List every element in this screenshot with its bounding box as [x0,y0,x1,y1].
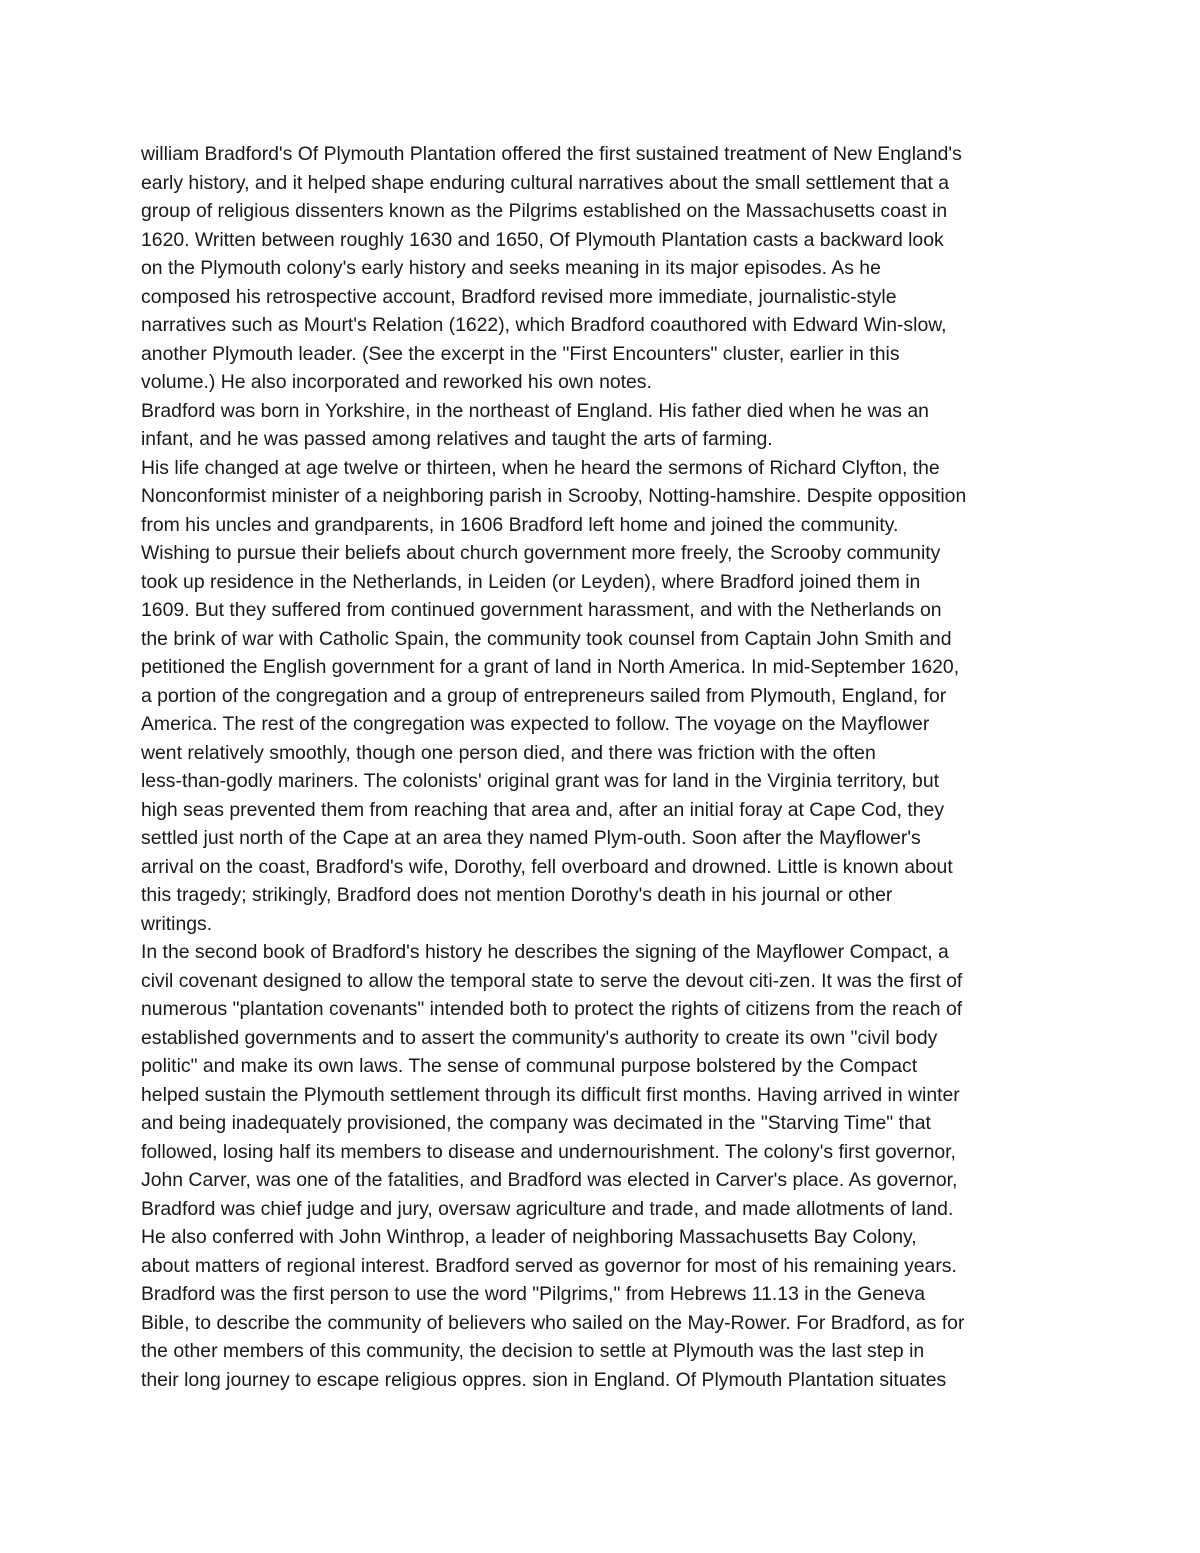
text-line: this tragedy; strikingly, Bradford does not mention Dorothy's death in his journal or other [141,884,893,906]
text-line: composed his retrospective account, Bradford revised more immediate, journalistic-style [141,285,897,308]
text-line: settled just north of the Cape at an area they named Plym-outh. Soon after the Mayflower's [141,827,921,849]
text-line: Bradford was chief judge and jury, oversaw agriculture and trade, and made allotments of land. [141,1197,954,1220]
text-line: Nonconformist minister of a neighboring parish in Scrooby, Notting-hamshire. Despite opposition [141,485,967,507]
text-line: In the second book of Bradford's history he describes the signing of the Mayflower Compact, a [141,941,949,963]
text-line: the brink of war with Catholic Spain, the community took counsel from Captain John Smith and [141,627,952,650]
text-line: civil covenant designed to allow the temporal state to serve the devout citi-zen. It was the first of [141,969,963,992]
text-line: about matters of regional interest. Bradford served as governor for most of his remaining years. [141,1254,957,1277]
text-line: petitioned the English government for a grant of land in North America. In mid-September 1620, [141,656,960,678]
text-line: established governments and to assert the community's authority to create its own "civil body [141,1026,938,1049]
text-line: America. The rest of the congregation was expected to follow. The voyage on the Mayflower [141,713,930,735]
text-line: infant, and he was passed among relatives and taught the arts of farming. [141,428,773,450]
text-line: politic" and make its own laws. The sense of communal purpose bolstered by the Compact [141,1055,918,1077]
text-line: took up residence in the Netherlands, in Leiden (or Leyden), where Bradford joined them in [141,570,921,593]
text-line: group of religious dissenters known as the Pilgrims established on the Massachusetts coast in [141,200,948,222]
text-line: and being inadequately provisioned, the company was decimated in the "Starving Time" that [141,1112,931,1134]
text-line: the other members of this community, the decision to settle at Plymouth was the last step in [141,1340,925,1362]
text-line: writings. [141,912,213,935]
text-line: Bradford was the first person to use the word "Pilgrims," from Hebrews 11.13 in the Geneva [141,1283,926,1305]
text-line: early history, and it helped shape enduring cultural narratives about the small settlement that a [141,171,950,194]
text-line: narratives such as Mourt's Relation (1622), which Bradford coauthored with Edward Win-slow, [141,314,947,336]
text-line: He also conferred with John Winthrop, a leader of neighboring Massachusetts Bay Colony, [141,1226,917,1248]
text-line: william Bradford's Of Plymouth Plantation offered the first sustained treatment of New England's [141,143,962,165]
text-line: went relatively smoothly, though one person died, and there was friction with the often [141,741,876,764]
text-line: from his uncles and grandparents, in 1606 Bradford left home and joined the community. [141,513,899,536]
text-line: another Plymouth leader. (See the excerpt in the "First Encounters" cluster, earlier in this [141,342,900,365]
text-line: high seas prevented them from reaching that area and, after an initial foray at Cape Cod, they [141,798,945,821]
text-line: 1609. But they suffered from continued government harassment, and with the Netherlands on [141,599,942,621]
text-line: followed, losing half its members to disease and undernourishment. The colony's first governor, [141,1140,956,1163]
text-line: Bible, to describe the community of believers who sailed on the May-Rower. For Bradford, as for [141,1311,965,1334]
text-line: a portion of the congregation and a group of entrepreneurs sailed from Plymouth, England, for [141,684,947,707]
text-line: on the Plymouth colony's early history and seeks meaning in its major episodes. As he [141,257,881,279]
text-line: less-than-godly mariners. The colonists' original grant was for land in the Virginia territory, but [141,770,940,792]
text-line: their long journey to escape religious oppres. sion in England. Of Plymouth Plantation situates [141,1368,947,1391]
text-line: arrival on the coast, Bradford's wife, Dorothy, fell overboard and drowned. Little is known about [141,855,953,878]
text-line: Wishing to pursue their beliefs about church government more freely, the Scrooby community [141,542,941,564]
text-line: numerous "plantation covenants" intended both to protect the rights of citizens from the reach of [141,998,963,1020]
text-line: Bradford was born in Yorkshire, in the northeast of England. His father died when he was an [141,399,929,422]
text-line: helped sustain the Plymouth settlement through its difficult first months. Having arrived in winter [141,1083,960,1106]
text-line: volume.) He also incorporated and reworked his own notes. [141,371,652,393]
document-page [141,140,1061,1394]
text-line: John Carver, was one of the fatalities, and Bradford was elected in Carver's place. As governor, [141,1169,958,1191]
text-line: His life changed at age twelve or thirteen, when he heard the sermons of Richard Clyfton, the [141,456,940,479]
text-line: 1620. Written between roughly 1630 and 1650, Of Plymouth Plantation casts a backward look [141,228,944,251]
